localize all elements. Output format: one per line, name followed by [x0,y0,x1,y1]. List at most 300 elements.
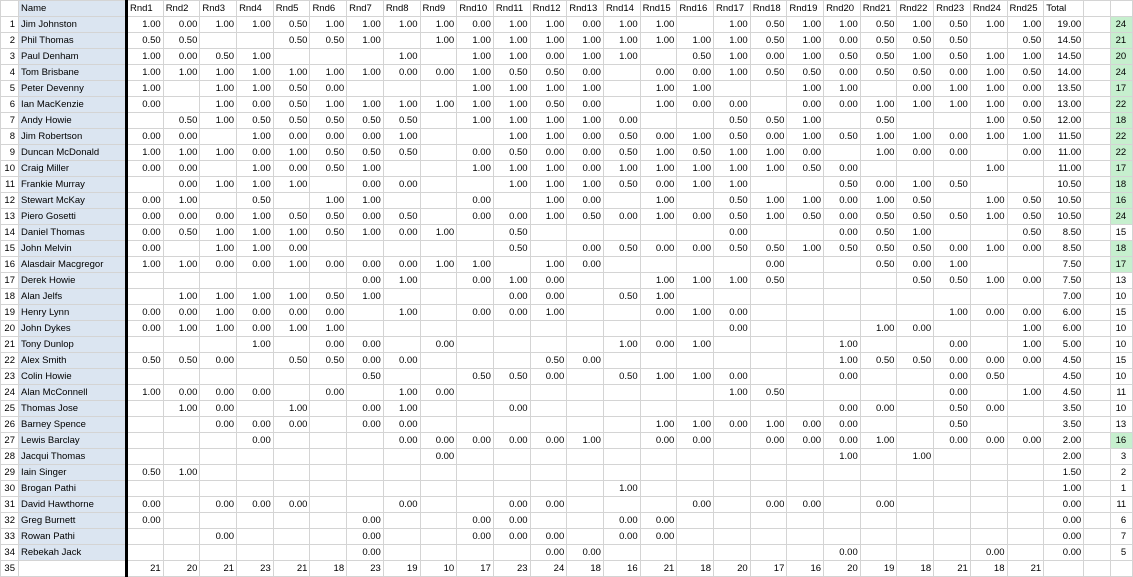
score-cell[interactable]: 0.00 [640,433,677,449]
score-cell[interactable] [530,241,567,257]
score-cell[interactable] [677,225,714,241]
score-cell[interactable]: 1.00 [383,49,420,65]
score-cell[interactable] [677,17,714,33]
score-cell[interactable] [163,273,200,289]
score-cell[interactable]: 0.00 [860,497,897,513]
total-cell[interactable]: 0.00 [1044,497,1084,513]
empty-cell[interactable] [1111,561,1133,577]
score-cell[interactable]: 0.00 [1007,97,1044,113]
score-cell[interactable] [347,241,384,257]
score-cell[interactable]: 0.00 [970,353,1007,369]
round-count-cell[interactable]: 18 [677,561,714,577]
empty-name-cell[interactable] [19,561,127,577]
score-cell[interactable] [567,513,604,529]
score-cell[interactable] [567,369,604,385]
score-cell[interactable]: 0.50 [860,241,897,257]
score-cell[interactable]: 1.00 [493,177,530,193]
score-cell[interactable] [347,49,384,65]
score-cell[interactable]: 1.00 [383,129,420,145]
score-cell[interactable] [897,369,934,385]
score-cell[interactable] [640,497,677,513]
score-cell[interactable]: 0.00 [493,433,530,449]
score-cell[interactable]: 1.00 [493,17,530,33]
player-name-cell[interactable]: Piero Gosetti [19,209,127,225]
score-cell[interactable] [677,321,714,337]
score-cell[interactable] [530,225,567,241]
score-cell[interactable]: 1.00 [640,289,677,305]
score-cell[interactable] [897,417,934,433]
score-cell[interactable] [567,385,604,401]
score-cell[interactable]: 0.00 [163,177,200,193]
score-cell[interactable]: 1.00 [200,305,237,321]
score-cell[interactable]: 0.00 [824,97,861,113]
score-cell[interactable]: 1.00 [237,289,274,305]
score-cell[interactable] [420,209,457,225]
score-cell[interactable]: 0.50 [530,97,567,113]
score-cell[interactable] [603,65,640,81]
score-cell[interactable] [200,465,237,481]
score-cell[interactable]: 0.00 [237,497,274,513]
score-cell[interactable] [787,529,824,545]
score-cell[interactable]: 1.00 [273,289,310,305]
empty-header-cell[interactable] [1111,1,1133,17]
player-name-cell[interactable]: Thomas Jose [19,401,127,417]
score-cell[interactable] [897,465,934,481]
empty-cell[interactable] [1084,513,1111,529]
round-header[interactable]: Rnd19 [787,1,824,17]
score-cell[interactable] [640,449,677,465]
score-cell[interactable]: 0.00 [640,129,677,145]
total-cell[interactable]: 11.00 [1044,145,1084,161]
score-cell[interactable]: 1.00 [970,65,1007,81]
score-cell[interactable]: 1.00 [567,81,604,97]
score-cell[interactable]: 0.00 [824,417,861,433]
score-cell[interactable]: 0.00 [970,433,1007,449]
score-cell[interactable]: 0.00 [530,49,567,65]
player-name-cell[interactable]: Duncan McDonald [19,145,127,161]
score-cell[interactable]: 0.00 [457,193,494,209]
score-cell[interactable] [163,97,200,113]
score-cell[interactable] [787,321,824,337]
rounds-played-cell[interactable]: 18 [1111,177,1133,193]
score-cell[interactable] [163,497,200,513]
round-header[interactable]: Rnd4 [237,1,274,17]
score-cell[interactable]: 0.00 [200,257,237,273]
score-cell[interactable] [127,529,164,545]
score-cell[interactable]: 0.00 [1007,353,1044,369]
score-cell[interactable] [860,369,897,385]
score-cell[interactable] [787,257,824,273]
score-cell[interactable] [457,241,494,257]
score-cell[interactable]: 0.00 [237,97,274,113]
score-cell[interactable] [493,465,530,481]
score-cell[interactable]: 0.50 [897,273,934,289]
score-cell[interactable]: 0.00 [200,209,237,225]
score-cell[interactable]: 0.00 [530,497,567,513]
player-name-cell[interactable]: Jim Robertson [19,129,127,145]
score-cell[interactable]: 0.00 [420,385,457,401]
score-cell[interactable]: 0.00 [567,161,604,177]
score-cell[interactable] [347,433,384,449]
total-cell[interactable]: 13.00 [1044,97,1084,113]
score-cell[interactable] [824,497,861,513]
score-cell[interactable] [200,433,237,449]
score-cell[interactable]: 1.00 [677,417,714,433]
score-cell[interactable]: 0.00 [127,161,164,177]
score-cell[interactable] [567,305,604,321]
round-count-cell[interactable]: 16 [603,561,640,577]
score-cell[interactable]: 1.00 [860,97,897,113]
score-cell[interactable] [273,449,310,465]
score-cell[interactable]: 0.50 [750,17,787,33]
score-cell[interactable] [677,113,714,129]
score-cell[interactable] [457,177,494,193]
score-cell[interactable] [310,529,347,545]
name-header[interactable]: Name [19,1,127,17]
score-cell[interactable] [934,225,971,241]
score-cell[interactable] [970,33,1007,49]
score-cell[interactable]: 0.00 [934,65,971,81]
rounds-played-cell[interactable]: 13 [1111,417,1133,433]
score-cell[interactable]: 1.00 [237,337,274,353]
score-cell[interactable] [860,481,897,497]
score-cell[interactable]: 1.00 [420,97,457,113]
round-count-cell[interactable]: 18 [970,561,1007,577]
score-cell[interactable]: 0.00 [347,177,384,193]
score-cell[interactable]: 1.00 [640,33,677,49]
score-cell[interactable] [934,321,971,337]
score-cell[interactable]: 1.00 [970,17,1007,33]
score-cell[interactable] [897,161,934,177]
score-cell[interactable]: 0.50 [1007,225,1044,241]
score-cell[interactable]: 0.00 [493,513,530,529]
score-cell[interactable] [860,337,897,353]
score-cell[interactable]: 0.00 [163,209,200,225]
score-cell[interactable] [714,401,751,417]
round-header[interactable]: Rnd12 [530,1,567,17]
player-name-cell[interactable]: Alan Jelfs [19,289,127,305]
score-cell[interactable]: 0.00 [787,97,824,113]
score-cell[interactable]: 0.00 [310,257,347,273]
score-cell[interactable]: 0.00 [567,17,604,33]
rounds-played-cell[interactable]: 7 [1111,529,1133,545]
score-cell[interactable] [420,481,457,497]
score-cell[interactable]: 1.00 [273,225,310,241]
score-cell[interactable] [200,449,237,465]
score-cell[interactable]: 1.00 [530,113,567,129]
empty-cell[interactable] [1084,465,1111,481]
score-cell[interactable] [493,545,530,561]
score-cell[interactable]: 1.00 [273,321,310,337]
score-cell[interactable]: 0.50 [163,353,200,369]
score-cell[interactable] [237,529,274,545]
total-cell[interactable]: 1.00 [1044,481,1084,497]
score-cell[interactable] [970,497,1007,513]
score-cell[interactable]: 1.00 [127,65,164,81]
score-cell[interactable]: 1.00 [714,161,751,177]
score-cell[interactable]: 1.00 [1007,129,1044,145]
score-cell[interactable] [420,353,457,369]
score-cell[interactable] [383,193,420,209]
score-cell[interactable]: 0.50 [897,209,934,225]
score-cell[interactable] [273,385,310,401]
score-cell[interactable]: 1.00 [237,209,274,225]
score-cell[interactable]: 1.00 [603,17,640,33]
score-cell[interactable]: 0.00 [273,241,310,257]
score-cell[interactable]: 0.00 [714,369,751,385]
score-cell[interactable]: 1.00 [677,81,714,97]
score-cell[interactable] [897,513,934,529]
score-cell[interactable] [493,353,530,369]
score-cell[interactable]: 0.00 [347,273,384,289]
player-name-cell[interactable]: Tom Brisbane [19,65,127,81]
score-cell[interactable] [603,385,640,401]
score-cell[interactable] [383,241,420,257]
player-name-cell[interactable]: Stewart McKay [19,193,127,209]
score-cell[interactable]: 0.00 [200,385,237,401]
score-cell[interactable] [200,273,237,289]
score-cell[interactable]: 1.00 [970,241,1007,257]
score-cell[interactable]: 0.00 [824,225,861,241]
score-cell[interactable]: 1.00 [787,17,824,33]
score-cell[interactable] [310,449,347,465]
score-cell[interactable] [677,513,714,529]
score-cell[interactable] [163,417,200,433]
score-cell[interactable]: 0.00 [347,417,384,433]
rounds-played-cell[interactable]: 11 [1111,385,1133,401]
score-cell[interactable] [237,401,274,417]
score-cell[interactable] [1007,401,1044,417]
total-cell[interactable]: 12.00 [1044,113,1084,129]
score-cell[interactable]: 1.00 [824,337,861,353]
score-cell[interactable] [787,273,824,289]
score-cell[interactable]: 0.00 [970,401,1007,417]
score-cell[interactable] [457,289,494,305]
score-cell[interactable] [420,177,457,193]
score-cell[interactable]: 0.50 [347,145,384,161]
round-count-cell[interactable]: 18 [897,561,934,577]
score-cell[interactable]: 1.00 [824,449,861,465]
score-cell[interactable] [420,305,457,321]
score-cell[interactable] [787,513,824,529]
score-cell[interactable]: 0.00 [493,529,530,545]
score-cell[interactable]: 1.00 [383,273,420,289]
score-cell[interactable] [934,513,971,529]
score-cell[interactable]: 0.00 [310,385,347,401]
score-cell[interactable] [714,497,751,513]
round-count-cell[interactable]: 19 [383,561,420,577]
score-cell[interactable]: 0.00 [347,353,384,369]
score-cell[interactable]: 0.00 [787,145,824,161]
score-cell[interactable] [310,177,347,193]
score-cell[interactable] [1007,513,1044,529]
score-cell[interactable] [824,465,861,481]
score-cell[interactable] [934,193,971,209]
score-cell[interactable] [603,97,640,113]
score-cell[interactable]: 0.50 [383,209,420,225]
empty-cell[interactable] [1084,273,1111,289]
score-cell[interactable] [530,465,567,481]
score-cell[interactable] [677,193,714,209]
rounds-played-cell[interactable]: 18 [1111,241,1133,257]
score-cell[interactable]: 0.00 [1007,145,1044,161]
score-cell[interactable]: 0.00 [383,257,420,273]
score-cell[interactable] [310,401,347,417]
score-cell[interactable] [567,529,604,545]
score-cell[interactable]: 0.00 [457,273,494,289]
score-cell[interactable]: 0.50 [860,353,897,369]
empty-cell[interactable] [1084,33,1111,49]
score-cell[interactable]: 0.50 [200,49,237,65]
score-cell[interactable]: 1.00 [897,49,934,65]
score-cell[interactable]: 0.00 [934,353,971,369]
round-count-cell[interactable]: 23 [237,561,274,577]
score-cell[interactable]: 0.50 [603,177,640,193]
score-cell[interactable]: 1.00 [860,433,897,449]
score-cell[interactable]: 0.00 [383,353,420,369]
rounds-played-cell[interactable]: 17 [1111,161,1133,177]
rounds-played-cell[interactable]: 16 [1111,193,1133,209]
total-cell[interactable]: 3.50 [1044,401,1084,417]
score-cell[interactable]: 1.00 [163,289,200,305]
score-cell[interactable]: 1.00 [750,161,787,177]
score-cell[interactable] [714,433,751,449]
score-cell[interactable] [640,321,677,337]
score-cell[interactable] [714,481,751,497]
score-cell[interactable]: 0.00 [1007,81,1044,97]
score-cell[interactable]: 0.00 [420,449,457,465]
total-cell[interactable]: 8.50 [1044,225,1084,241]
empty-cell[interactable] [1084,241,1111,257]
score-cell[interactable] [567,497,604,513]
score-cell[interactable]: 0.00 [163,385,200,401]
score-cell[interactable] [860,305,897,321]
score-cell[interactable]: 0.00 [237,257,274,273]
score-cell[interactable] [897,401,934,417]
score-cell[interactable]: 1.00 [603,337,640,353]
total-cell[interactable]: 19.00 [1044,17,1084,33]
score-cell[interactable]: 1.00 [493,81,530,97]
score-cell[interactable]: 1.00 [530,81,567,97]
score-cell[interactable]: 1.00 [383,97,420,113]
score-cell[interactable] [420,129,457,145]
score-cell[interactable]: 0.00 [457,145,494,161]
score-cell[interactable]: 1.00 [787,81,824,97]
player-name-cell[interactable]: Jacqui Thomas [19,449,127,465]
score-cell[interactable] [530,385,567,401]
rounds-played-cell[interactable]: 24 [1111,17,1133,33]
score-cell[interactable] [970,513,1007,529]
score-cell[interactable] [383,337,420,353]
empty-cell[interactable] [1084,225,1111,241]
score-cell[interactable]: 1.00 [273,65,310,81]
empty-cell[interactable] [1084,209,1111,225]
empty-cell[interactable] [1084,81,1111,97]
score-cell[interactable] [567,401,604,417]
score-cell[interactable]: 0.00 [493,209,530,225]
score-cell[interactable] [603,401,640,417]
score-cell[interactable] [934,449,971,465]
score-cell[interactable]: 0.50 [824,241,861,257]
score-cell[interactable] [677,385,714,401]
score-cell[interactable]: 0.50 [603,145,640,161]
score-cell[interactable] [567,225,604,241]
score-cell[interactable] [1007,369,1044,385]
score-cell[interactable] [897,337,934,353]
score-cell[interactable]: 1.00 [310,321,347,337]
score-cell[interactable]: 1.00 [530,177,567,193]
score-cell[interactable] [420,49,457,65]
rounds-played-cell[interactable]: 24 [1111,65,1133,81]
score-cell[interactable]: 1.00 [640,145,677,161]
round-header[interactable]: Rnd7 [347,1,384,17]
score-cell[interactable] [603,497,640,513]
score-cell[interactable]: 0.00 [603,209,640,225]
score-cell[interactable]: 1.00 [457,65,494,81]
score-cell[interactable]: 0.00 [347,257,384,273]
round-count-cell[interactable]: 18 [567,561,604,577]
score-cell[interactable] [567,449,604,465]
score-cell[interactable] [714,81,751,97]
score-cell[interactable] [897,545,934,561]
score-cell[interactable]: 0.00 [640,337,677,353]
score-cell[interactable]: 1.00 [457,113,494,129]
total-cell[interactable]: 6.00 [1044,305,1084,321]
score-cell[interactable]: 0.00 [420,65,457,81]
round-header[interactable]: Rnd11 [493,1,530,17]
total-cell[interactable]: 6.00 [1044,321,1084,337]
score-cell[interactable]: 0.00 [237,433,274,449]
score-cell[interactable] [457,481,494,497]
score-cell[interactable] [127,289,164,305]
score-cell[interactable]: 0.00 [824,433,861,449]
score-cell[interactable] [310,417,347,433]
score-cell[interactable] [127,433,164,449]
score-cell[interactable]: 1.00 [860,129,897,145]
score-cell[interactable] [420,289,457,305]
score-cell[interactable]: 0.50 [714,209,751,225]
round-header[interactable]: Rnd15 [640,1,677,17]
score-cell[interactable]: 1.00 [714,385,751,401]
score-cell[interactable] [897,113,934,129]
empty-cell[interactable] [1084,497,1111,513]
score-cell[interactable] [383,465,420,481]
score-cell[interactable] [934,529,971,545]
score-cell[interactable]: 0.00 [750,49,787,65]
score-cell[interactable] [457,225,494,241]
round-header[interactable]: Rnd23 [934,1,971,17]
score-cell[interactable]: 1.00 [567,49,604,65]
score-cell[interactable] [934,161,971,177]
round-count-cell[interactable]: 17 [457,561,494,577]
score-cell[interactable] [200,545,237,561]
score-cell[interactable]: 1.00 [970,49,1007,65]
score-cell[interactable]: 1.00 [457,161,494,177]
score-cell[interactable] [824,257,861,273]
score-cell[interactable]: 0.50 [860,209,897,225]
score-cell[interactable] [567,481,604,497]
score-cell[interactable] [750,449,787,465]
player-name-cell[interactable]: Tony Dunlop [19,337,127,353]
score-cell[interactable]: 0.50 [310,33,347,49]
total-cell[interactable]: 11.50 [1044,129,1084,145]
score-cell[interactable]: 0.00 [420,337,457,353]
score-cell[interactable] [420,241,457,257]
score-cell[interactable] [970,225,1007,241]
score-cell[interactable]: 0.00 [750,497,787,513]
score-cell[interactable]: 0.00 [200,401,237,417]
score-cell[interactable] [163,433,200,449]
